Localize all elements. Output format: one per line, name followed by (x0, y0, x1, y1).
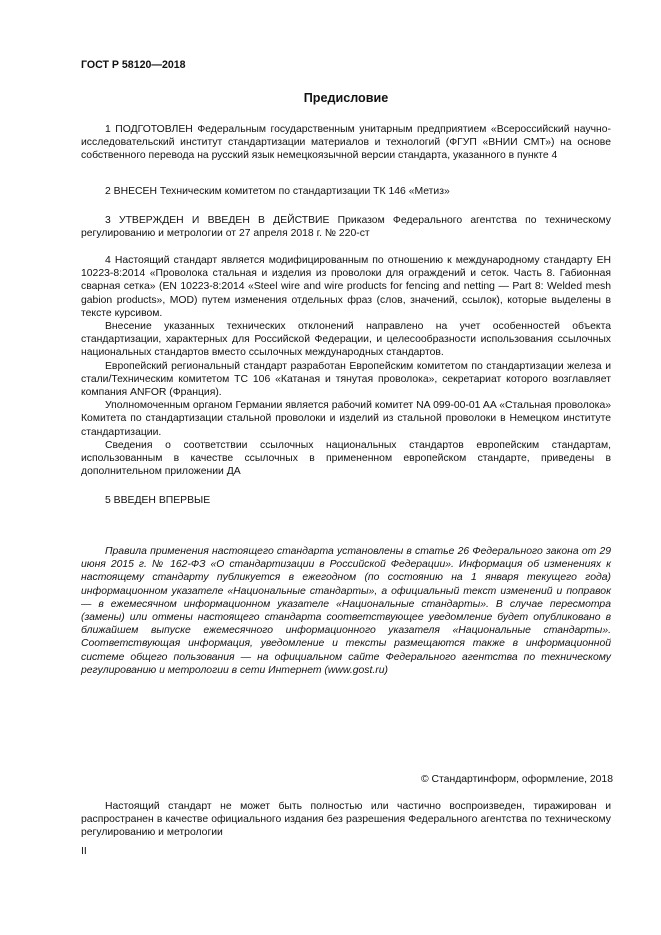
section-3-paragraph: 3 УТВЕРЖДЕН И ВВЕДЕН В ДЕЙСТВИЕ Приказом Федерального агентства по техническому регулированию и метрологии от 27 апреля 2018 г. № 220-ст (81, 215, 611, 240)
section-4-paragraph: Внесение указанных технических отклонений направлено на учет особенностей объекта стандартизации, характерных для Российской Федерации, и целесообразности использования ссылочных национальных стандартов вместо ссылочных международных стандартов. (81, 321, 611, 359)
section-4-paragraph: Уполномоченным органом Германии является рабочий комитет NA 099-00-01 AA «Стальная проволока» Комитета по стандартизации стальной проволоки и изделий из стальной проволоки в Немецком институте стандартизации. (81, 400, 611, 438)
copyright-line: © Стандартинформ, оформление, 2018 (420, 774, 613, 785)
section-5-paragraph: 5 ВВЕДЕН ВПЕРВЫЕ (105, 495, 211, 506)
section-4 (81, 254, 611, 478)
reproduction-notice (81, 800, 611, 840)
page-number: II (81, 846, 87, 857)
section-2-paragraph: 2 ВНЕСЕН Техническим комитетом по стандартизации ТК 146 «Метиз» (105, 186, 450, 197)
section-2 (81, 185, 611, 198)
preface-title: Предисловие (303, 91, 389, 105)
section-4-paragraph: 4 Настоящий стандарт является модифицированным по отношению к международному стандарту ЕН 10223-8:2014 «Проволока стальная и изделия из проволоки для ограждений и сеток. Часть 8. Габионная сварная сетка» (EN 10223-8:2014 «Steel wire and wire products for fencing and netting — Part 8: Welded mesh gabion products», MOD) путем изменения отдельных фраз (слов, значений, ссылок), которые выделены в тексте курсивом. (81, 255, 611, 319)
reproduction-paragraph: Настоящий стандарт не может быть полностью или частично воспроизведен, тиражирован и распространен в качестве официального издания без разрешения Федерального агентства по техническому регулированию и метрологии (81, 801, 611, 839)
standard-id-header: ГОСТ Р 58120—2018 (81, 59, 186, 71)
section-1 (81, 123, 611, 163)
section-5 (81, 494, 611, 507)
standard-application-notice (81, 545, 611, 677)
section-1-paragraph: 1 ПОДГОТОВЛЕН Федеральным государственным унитарным предприятием «Всероссийский научно-исследовательский институт стандартизации материалов и технологий (ФГУП «ВНИИ СМТ») на основе собственного перевода на русский язык немецкоязычной версии стандарта, указанного в пункте 4 (81, 124, 611, 162)
section-4-paragraph: Европейский региональный стандарт разработан Европейским комитетом по стандартизации железа и стали/Техническим комитетом ТС 106 «Катаная и тянутая проволока», секретариат которого возглавляет компания ANFOR (Франция). (81, 360, 611, 399)
section-3 (81, 214, 611, 240)
section-4-paragraph: Сведения о соответствии ссылочных национальных стандартов европейским стандартам, использованным в качестве ссылочных в примененном европейском стандарте, приведены в дополнительном приложении ДА (81, 439, 611, 478)
notice-paragraph: Правила применения настоящего стандарта установлены в статье 26 Федерального закона от 29 июня 2015 г. № 162-ФЗ «О стандартизации в Российской Федерации». Информация об изменениях к настоящему стандарту публикуется в ежегодном (по состоянию на 1 января текущего года) информационном указателе «Национальные стандарты», а официальный текст изменений и поправок — в ежемесячном информационном указателе «Национальные стандарты». В случае пересмотра (замены) или отмены настоящего стандарта соответствующее уведомление будет опубликовано в ближайшем выпуске ежемесячного информационного указателя «Национальные стандарты». Соответствующая информация, уведомление и тексты размещаются также в информационной системе общего пользования — на официальном сайте Федерального агентства по техническому регулированию и метрологии в сети Интернет (www.gost.ru) (81, 546, 611, 676)
